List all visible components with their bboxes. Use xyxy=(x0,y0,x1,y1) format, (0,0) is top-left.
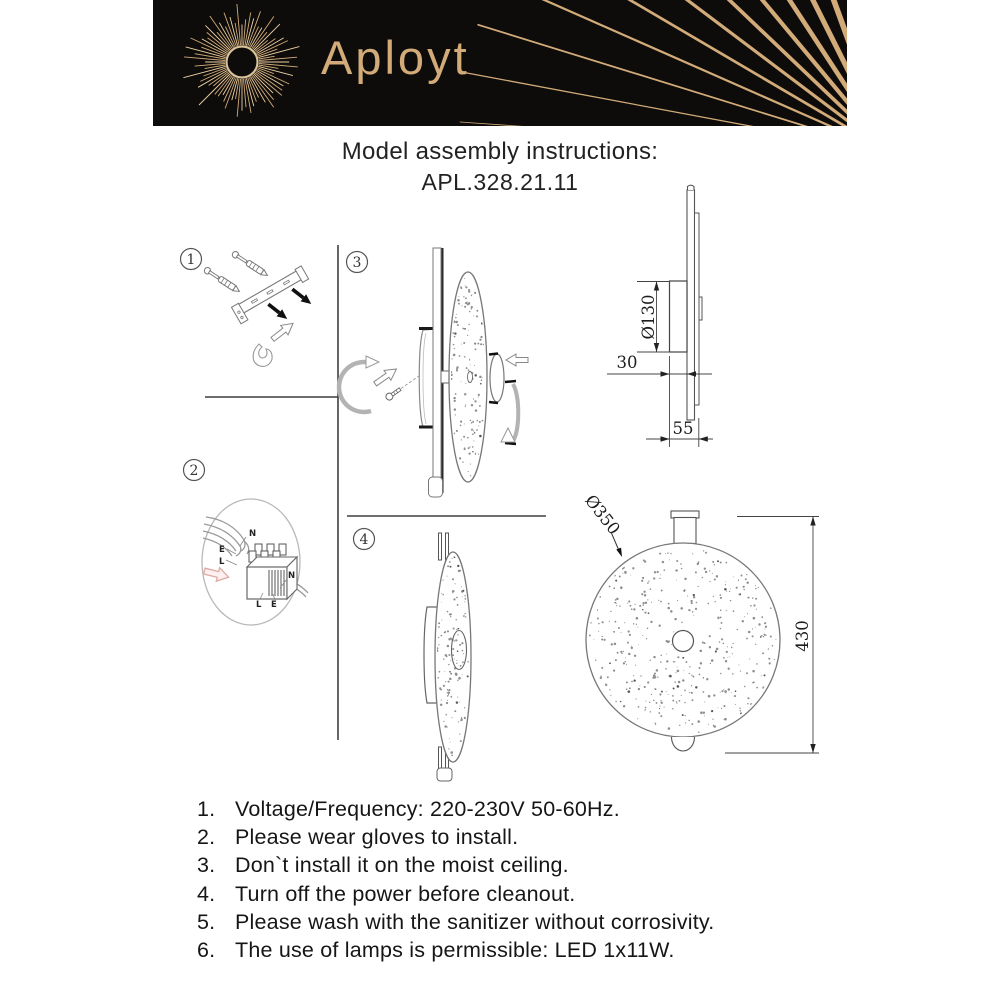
block-label-e: E xyxy=(271,600,277,610)
model-number: APL.328.21.11 xyxy=(421,169,579,195)
wire-label-n: N xyxy=(249,529,257,539)
attach-arrow-icon xyxy=(506,354,528,366)
rod-end-cap xyxy=(437,768,452,781)
diffuser-ring-part xyxy=(489,354,504,404)
front-view-drawing xyxy=(581,491,819,753)
item-text: The use of lamps is permissible: LED 1x11W. xyxy=(235,938,675,963)
mount-bump xyxy=(699,297,702,320)
item-text: Don`t install it on the moist ceiling. xyxy=(235,853,569,878)
wiring-direction-arrow-icon xyxy=(203,564,231,584)
step1-bracket-drawing xyxy=(203,250,314,366)
step4-assembled-drawing xyxy=(424,533,471,781)
list-item xyxy=(197,795,837,823)
step4-number: 4 xyxy=(359,532,369,548)
step2-wiring-drawing xyxy=(202,499,308,625)
stone-disc-side xyxy=(449,272,487,482)
block-label-n: N xyxy=(288,571,296,581)
step1-badge xyxy=(181,249,202,270)
item-number: 5. xyxy=(197,909,216,934)
insert-arrow-icon xyxy=(269,319,297,344)
dim-canopy-diameter xyxy=(637,282,669,353)
list-item xyxy=(197,851,837,879)
bottom-stub xyxy=(672,737,695,751)
disc-profile xyxy=(687,190,695,420)
disc-top-cap xyxy=(688,185,695,190)
dim-label-height: 430 xyxy=(793,620,812,652)
list-item xyxy=(197,880,837,908)
list-item xyxy=(197,936,837,964)
insert-arrow-icon xyxy=(372,364,400,389)
push-arrow-icon xyxy=(266,301,290,323)
brand-logo-text: Aployt xyxy=(321,31,470,84)
dim-disc-diameter xyxy=(581,491,624,557)
item-text: Voltage/Frequency: 220-230V 50-60Hz. xyxy=(235,797,620,821)
wall-anchor-icon xyxy=(231,250,269,278)
item-number: 3. xyxy=(197,853,216,878)
step3-badge xyxy=(347,252,368,273)
step4-badge xyxy=(354,529,375,550)
dim-depth xyxy=(646,418,713,447)
canopy-profile xyxy=(670,281,688,352)
stone-disc-mounted xyxy=(435,552,471,762)
handle-part xyxy=(253,344,272,366)
rotate-arrow-icon xyxy=(339,362,371,412)
top-stub xyxy=(674,518,696,544)
list-item xyxy=(197,823,837,851)
dim-label-depth: 55 xyxy=(672,419,694,438)
center-hole xyxy=(673,631,694,652)
step2-badge xyxy=(184,460,205,481)
item-text: Please wash with the sanitizer without corrosivity. xyxy=(235,909,715,934)
dim-label-wall-gap: 30 xyxy=(616,353,638,372)
wire-label-e: E xyxy=(219,545,225,555)
wall-anchor-icon xyxy=(203,266,241,294)
block-label-l: L xyxy=(256,600,262,610)
panel-dividers xyxy=(205,245,546,740)
item-number: 4. xyxy=(197,881,216,906)
item-number: 6. xyxy=(197,938,216,963)
item-text: Please wear gloves to install. xyxy=(235,825,519,850)
page-title: Model assembly instructions: xyxy=(341,138,659,165)
dim-label-canopy-diameter: Ø130 xyxy=(639,294,658,340)
item-number: 1. xyxy=(197,797,216,821)
push-arrow-icon xyxy=(290,286,314,308)
dim-label-disc-diameter: Ø350 xyxy=(581,491,624,539)
list-item xyxy=(197,908,837,936)
side-view-drawing xyxy=(607,185,713,447)
item-text: Turn off the power before cleanout. xyxy=(235,881,576,906)
instructions-list xyxy=(197,795,837,964)
rotate-arrow-head xyxy=(366,356,379,368)
wire-label-l: L xyxy=(219,557,225,567)
step3-number: 3 xyxy=(352,255,362,271)
step1-number: 1 xyxy=(186,252,196,268)
step3-exploded-drawing xyxy=(339,248,528,497)
item-number: 2. xyxy=(197,825,216,850)
step2-number: 2 xyxy=(189,463,199,479)
